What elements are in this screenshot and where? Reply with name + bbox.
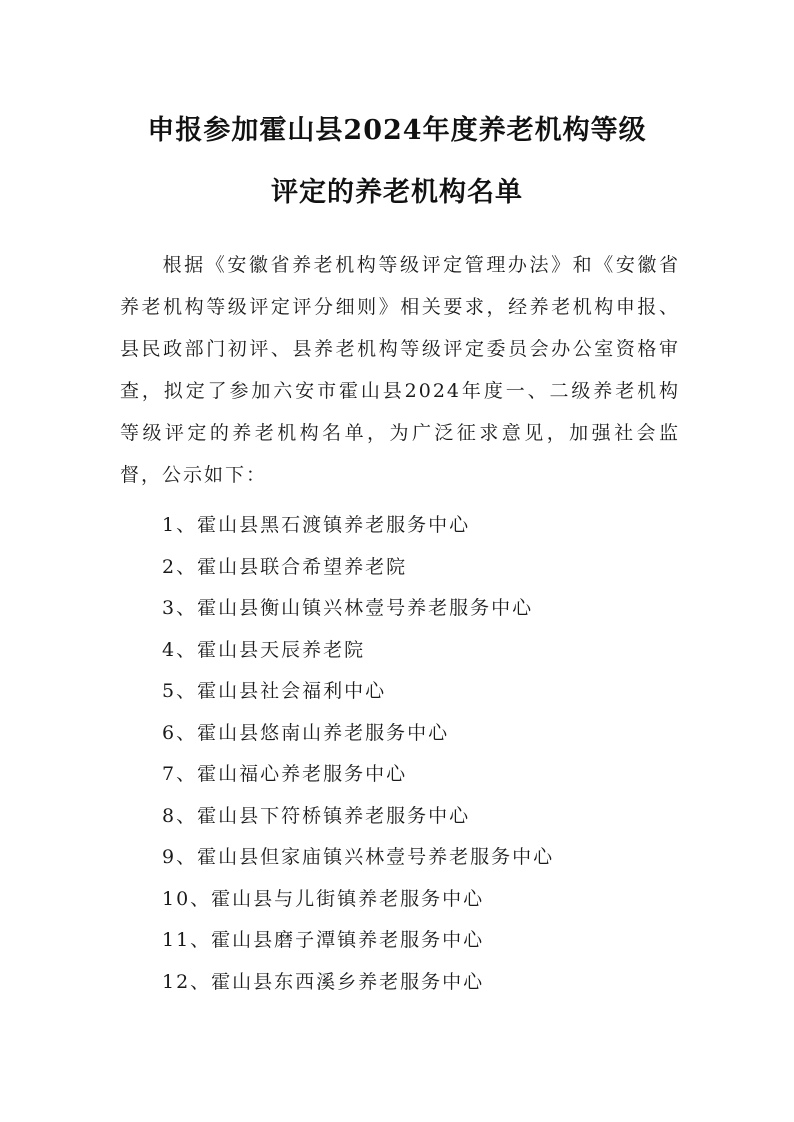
list-item: 3、霍山县衡山镇兴林壹号养老服务中心 [162, 597, 534, 619]
intro-text: 根据《安徽省养老机构等级评定管理办法》和《安徽省养老机构等级评定评分细则》相关要求，经养老机构申报、县民政部门初评、县养老机构等级评定委员会办公室资格审查，拟定了参加六安市霍山县2024年度一、二级养老机构等级评定的养老机构名单，为广泛征求意见，加强社会监督，公示如下： [120, 254, 680, 486]
list-item: 5、霍山县社会福利中心 [162, 680, 387, 702]
document-title-line-2: 评定的养老机构名单 [271, 177, 523, 208]
intro-paragraph [120, 244, 680, 496]
list-item: 10、霍山县与儿街镇养老服务中心 [162, 887, 485, 910]
document-title-line-1: 申报参加霍山县2024年度养老机构等级 [147, 115, 647, 146]
institution-list [162, 505, 722, 1003]
list-item: 1、霍山县黑石渡镇养老服务中心 [162, 514, 471, 536]
list-item: 11、霍山县磨子潭镇养老服务中心 [162, 929, 485, 951]
list-item: 6、霍山县悠南山养老服务中心 [162, 721, 450, 744]
list-item: 12、霍山县东西溪乡养老服务中心 [162, 970, 485, 993]
list-item: 4、霍山县天辰养老院 [162, 638, 366, 661]
list-item: 7、霍山福心养老服务中心 [162, 763, 408, 785]
list-item: 9、霍山县但家庙镇兴林壹号养老服务中心 [162, 846, 555, 868]
list-item: 2、霍山县联合希望养老院 [162, 555, 408, 578]
list-item: 8、霍山县下符桥镇养老服务中心 [162, 804, 471, 827]
